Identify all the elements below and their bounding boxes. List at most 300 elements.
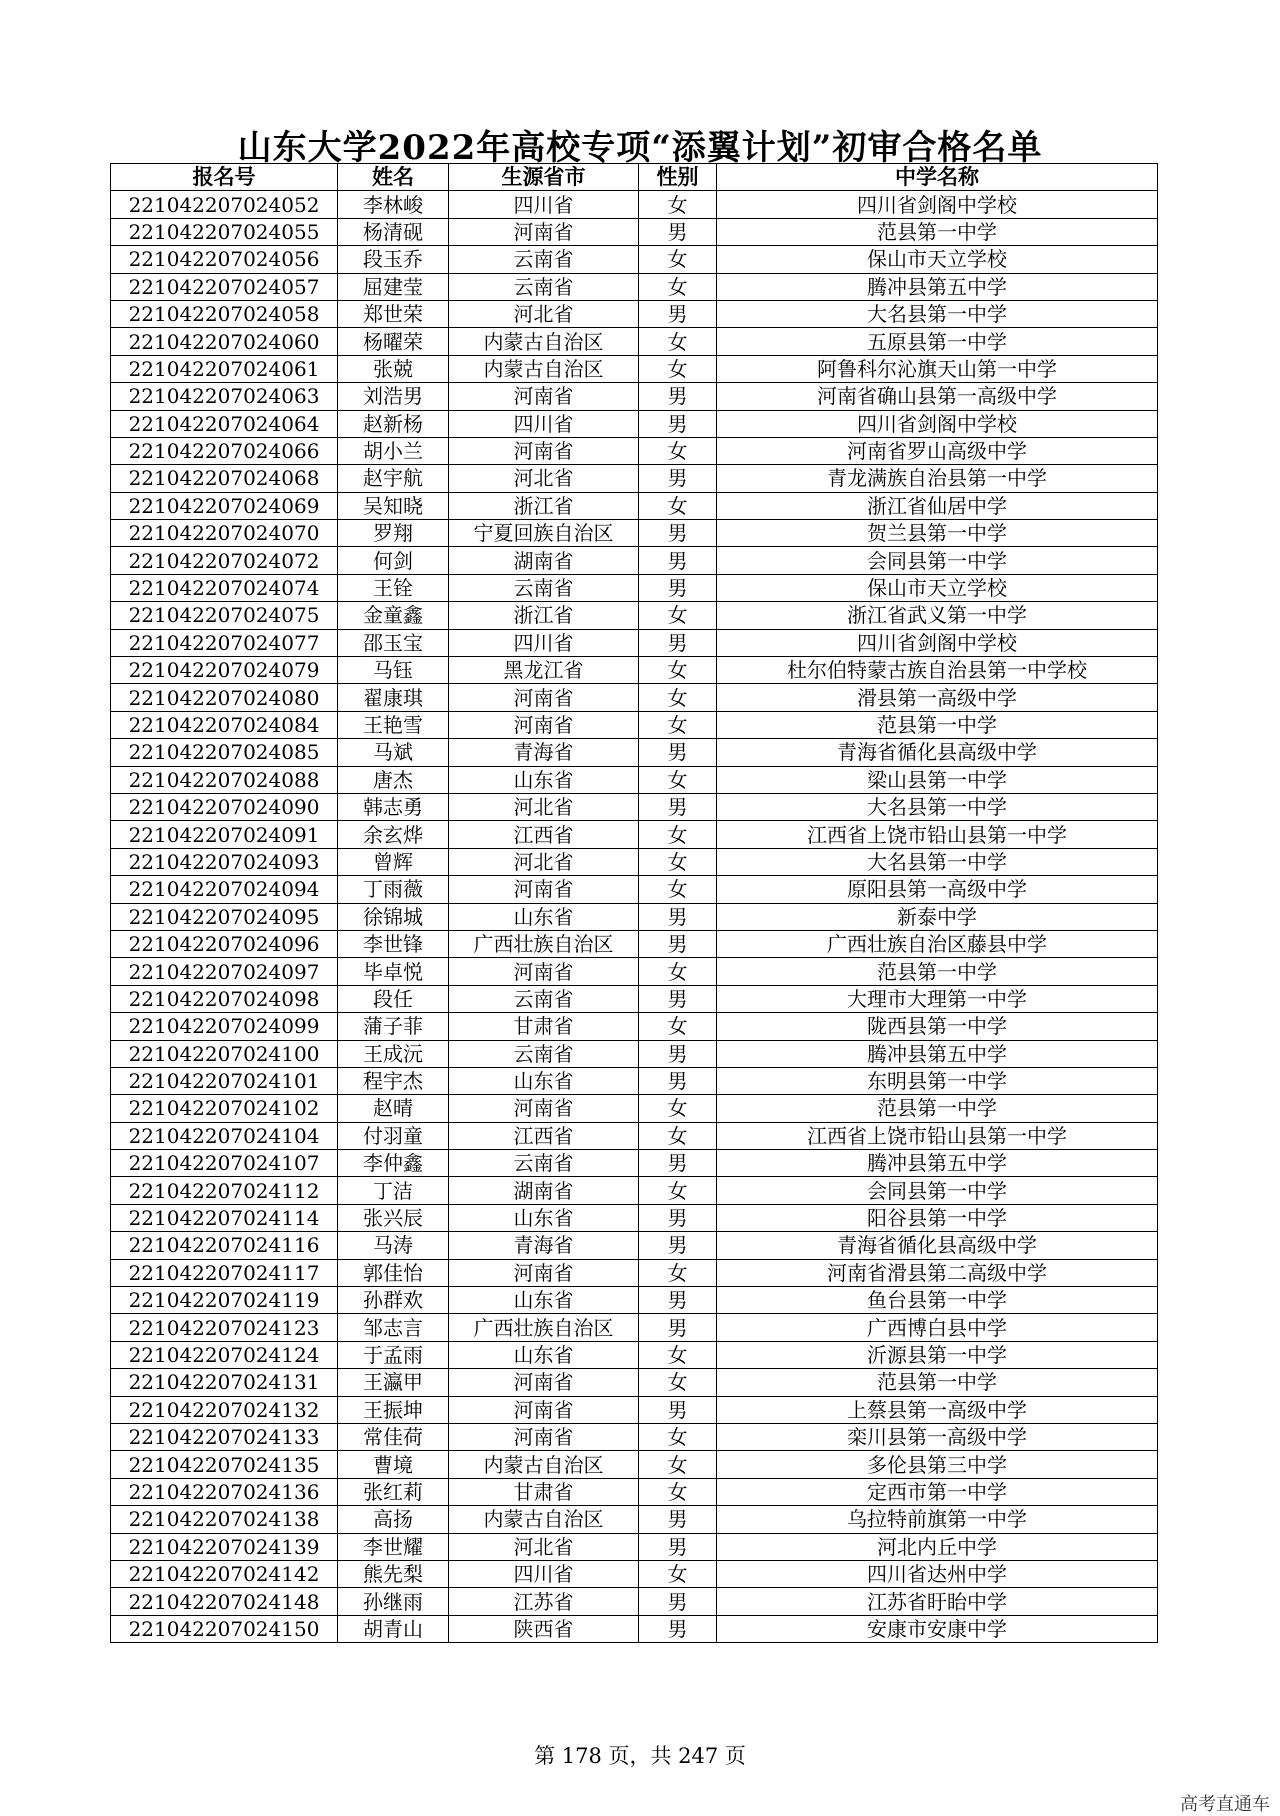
cell-province: 河南省 (449, 711, 639, 738)
cell-school: 大名县第一中学 (717, 300, 1158, 327)
cell-name: 段任 (338, 985, 449, 1012)
cell-name: 曾辉 (338, 848, 449, 875)
table-row (111, 246, 1158, 273)
cell-gender: 女 (639, 958, 717, 985)
cell-registration-number: 221042207024116 (111, 1232, 338, 1259)
cell-province: 云南省 (449, 574, 639, 601)
cell-registration-number: 221042207024066 (111, 437, 338, 464)
cell-name: 胡小兰 (338, 437, 449, 464)
cell-name: 马钰 (338, 657, 449, 684)
cell-registration-number: 221042207024063 (111, 383, 338, 410)
cell-school: 腾冲县第五中学 (717, 273, 1158, 300)
cell-province: 甘肃省 (449, 1478, 639, 1505)
cell-province: 山东省 (449, 766, 639, 793)
table-row (111, 437, 1158, 464)
cell-gender: 男 (639, 629, 717, 656)
cell-name: 李世耀 (338, 1533, 449, 1560)
table-row (111, 1259, 1158, 1286)
cell-gender: 女 (639, 1095, 717, 1122)
cell-province: 河北省 (449, 1533, 639, 1560)
cell-province: 云南省 (449, 246, 639, 273)
cell-name: 熊先梨 (338, 1560, 449, 1587)
table-row (111, 1451, 1158, 1478)
cell-gender: 女 (639, 191, 717, 218)
cell-school: 东明县第一中学 (717, 1067, 1158, 1094)
cell-gender: 女 (639, 684, 717, 711)
cell-name: 丁洁 (338, 1177, 449, 1204)
table-row (111, 711, 1158, 738)
cell-gender: 男 (639, 410, 717, 437)
cell-province: 内蒙古自治区 (449, 328, 639, 355)
cell-name: 丁雨薇 (338, 876, 449, 903)
cell-school: 保山市天立学校 (717, 246, 1158, 273)
cell-school: 四川省剑阁中学校 (717, 410, 1158, 437)
cell-gender: 女 (639, 1259, 717, 1286)
cell-province: 河南省 (449, 684, 639, 711)
cell-registration-number: 221042207024131 (111, 1369, 338, 1396)
cell-school: 沂源县第一中学 (717, 1341, 1158, 1368)
cell-name: 李仲鑫 (338, 1150, 449, 1177)
header-gender: 性别 (639, 164, 717, 191)
cell-registration-number: 221042207024074 (111, 574, 338, 601)
cell-school: 河北内丘中学 (717, 1533, 1158, 1560)
cell-name: 张红莉 (338, 1478, 449, 1505)
cell-name: 马涛 (338, 1232, 449, 1259)
table-row (111, 1615, 1158, 1642)
cell-name: 赵宇航 (338, 465, 449, 492)
cell-registration-number: 221042207024150 (111, 1615, 338, 1642)
cell-name: 程宇杰 (338, 1067, 449, 1094)
cell-province: 江西省 (449, 1122, 639, 1149)
cell-school: 浙江省仙居中学 (717, 492, 1158, 519)
cell-name: 毕卓悦 (338, 958, 449, 985)
cell-gender: 女 (639, 657, 717, 684)
table-row (111, 273, 1158, 300)
cell-school: 四川省剑阁中学校 (717, 629, 1158, 656)
cell-school: 陇西县第一中学 (717, 1013, 1158, 1040)
cell-name: 曹境 (338, 1451, 449, 1478)
cell-province: 湖南省 (449, 547, 639, 574)
cell-name: 罗翔 (338, 520, 449, 547)
cell-registration-number: 221042207024061 (111, 355, 338, 382)
cell-gender: 女 (639, 1341, 717, 1368)
cell-school: 乌拉特前旗第一中学 (717, 1506, 1158, 1533)
cell-gender: 女 (639, 711, 717, 738)
cell-gender: 男 (639, 547, 717, 574)
cell-gender: 男 (639, 1506, 717, 1533)
cell-registration-number: 221042207024138 (111, 1506, 338, 1533)
cell-registration-number: 221042207024060 (111, 328, 338, 355)
cell-school: 范县第一中学 (717, 711, 1158, 738)
roster-body (111, 191, 1158, 1643)
cell-name: 张兢 (338, 355, 449, 382)
cell-gender: 男 (639, 793, 717, 820)
table-row (111, 1533, 1158, 1560)
cell-province: 四川省 (449, 410, 639, 437)
cell-gender: 男 (639, 465, 717, 492)
cell-school: 大名县第一中学 (717, 793, 1158, 820)
cell-province: 四川省 (449, 629, 639, 656)
cell-name: 刘浩男 (338, 383, 449, 410)
cell-gender: 男 (639, 1040, 717, 1067)
cell-gender: 男 (639, 739, 717, 766)
table-row (111, 848, 1158, 875)
cell-name: 段玉乔 (338, 246, 449, 273)
cell-gender: 女 (639, 246, 717, 273)
cell-gender: 女 (639, 1177, 717, 1204)
cell-school: 安康市安康中学 (717, 1615, 1158, 1642)
cell-gender: 女 (639, 437, 717, 464)
cell-province: 山东省 (449, 1204, 639, 1231)
cell-name: 张兴辰 (338, 1204, 449, 1231)
cell-school: 青龙满族自治县第一中学 (717, 465, 1158, 492)
cell-school: 梁山县第一中学 (717, 766, 1158, 793)
cell-registration-number: 221042207024099 (111, 1013, 338, 1040)
cell-registration-number: 221042207024064 (111, 410, 338, 437)
table-row (111, 410, 1158, 437)
cell-gender: 男 (639, 1232, 717, 1259)
cell-school: 大名县第一中学 (717, 848, 1158, 875)
table-row (111, 930, 1158, 957)
cell-province: 河北省 (449, 465, 639, 492)
cell-gender: 女 (639, 876, 717, 903)
cell-gender: 女 (639, 821, 717, 848)
cell-registration-number: 221042207024133 (111, 1423, 338, 1450)
table-row (111, 1369, 1158, 1396)
table-row (111, 985, 1158, 1012)
cell-registration-number: 221042207024080 (111, 684, 338, 711)
cell-gender: 女 (639, 328, 717, 355)
cell-registration-number: 221042207024094 (111, 876, 338, 903)
cell-name: 于孟雨 (338, 1341, 449, 1368)
cell-registration-number: 221042207024088 (111, 766, 338, 793)
cell-name: 徐锦城 (338, 903, 449, 930)
cell-name: 邹志言 (338, 1314, 449, 1341)
table-row (111, 547, 1158, 574)
cell-province: 河南省 (449, 1423, 639, 1450)
cell-province: 河北省 (449, 300, 639, 327)
cell-province: 河北省 (449, 793, 639, 820)
cell-registration-number: 221042207024056 (111, 246, 338, 273)
cell-school: 河南省滑县第二高级中学 (717, 1259, 1158, 1286)
cell-gender: 女 (639, 273, 717, 300)
cell-name: 郑世荣 (338, 300, 449, 327)
cell-name: 王瀛甲 (338, 1369, 449, 1396)
cell-gender: 男 (639, 985, 717, 1012)
table-row (111, 520, 1158, 547)
table-row (111, 1588, 1158, 1615)
table-row (111, 1341, 1158, 1368)
cell-name: 李世锋 (338, 930, 449, 957)
cell-school: 范县第一中学 (717, 218, 1158, 245)
cell-name: 胡青山 (338, 1615, 449, 1642)
table-row (111, 218, 1158, 245)
table-row (111, 657, 1158, 684)
cell-province: 云南省 (449, 985, 639, 1012)
cell-school: 大理市大理第一中学 (717, 985, 1158, 1012)
table-row (111, 1287, 1158, 1314)
cell-province: 内蒙古自治区 (449, 1506, 639, 1533)
cell-school: 江西省上饶市铅山县第一中学 (717, 1122, 1158, 1149)
cell-school: 定西市第一中学 (717, 1478, 1158, 1505)
cell-province: 河南省 (449, 1369, 639, 1396)
table-row (111, 684, 1158, 711)
cell-school: 广西博白县中学 (717, 1314, 1158, 1341)
cell-name: 郭佳怡 (338, 1259, 449, 1286)
cell-school: 四川省剑阁中学校 (717, 191, 1158, 218)
cell-province: 云南省 (449, 273, 639, 300)
cell-registration-number: 221042207024070 (111, 520, 338, 547)
cell-registration-number: 221042207024095 (111, 903, 338, 930)
cell-gender: 男 (639, 1615, 717, 1642)
cell-gender: 女 (639, 492, 717, 519)
table-row (111, 821, 1158, 848)
cell-name: 韩志勇 (338, 793, 449, 820)
header-school: 中学名称 (717, 164, 1158, 191)
table-row (111, 629, 1158, 656)
cell-registration-number: 221042207024079 (111, 657, 338, 684)
cell-school: 腾冲县第五中学 (717, 1040, 1158, 1067)
cell-school: 阿鲁科尔沁旗天山第一中学 (717, 355, 1158, 382)
table-row (111, 739, 1158, 766)
cell-province: 河北省 (449, 848, 639, 875)
table-row (111, 355, 1158, 382)
cell-school: 范县第一中学 (717, 1095, 1158, 1122)
table-row (111, 1122, 1158, 1149)
cell-school: 江西省上饶市铅山县第一中学 (717, 821, 1158, 848)
cell-registration-number: 221042207024148 (111, 1588, 338, 1615)
cell-province: 山东省 (449, 1287, 639, 1314)
cell-gender: 男 (639, 1067, 717, 1094)
table-row (111, 1478, 1158, 1505)
cell-province: 河南省 (449, 437, 639, 464)
cell-gender: 男 (639, 300, 717, 327)
cell-province: 山东省 (449, 1341, 639, 1368)
cell-school: 五原县第一中学 (717, 328, 1158, 355)
cell-province: 河南省 (449, 876, 639, 903)
cell-registration-number: 221042207024084 (111, 711, 338, 738)
cell-province: 湖南省 (449, 1177, 639, 1204)
cell-registration-number: 221042207024055 (111, 218, 338, 245)
cell-school: 腾冲县第五中学 (717, 1150, 1158, 1177)
table-row (111, 574, 1158, 601)
cell-registration-number: 221042207024098 (111, 985, 338, 1012)
cell-gender: 女 (639, 1478, 717, 1505)
table-row (111, 793, 1158, 820)
cell-gender: 女 (639, 1423, 717, 1450)
cell-gender: 男 (639, 520, 717, 547)
cell-name: 吴知晓 (338, 492, 449, 519)
table-row (111, 876, 1158, 903)
cell-gender: 女 (639, 766, 717, 793)
cell-province: 浙江省 (449, 602, 639, 629)
header-name: 姓名 (338, 164, 449, 191)
cell-name: 赵新杨 (338, 410, 449, 437)
cell-province: 宁夏回族自治区 (449, 520, 639, 547)
table-row (111, 300, 1158, 327)
cell-province: 四川省 (449, 1560, 639, 1587)
cell-gender: 男 (639, 574, 717, 601)
cell-name: 杨清砚 (338, 218, 449, 245)
cell-name: 余玄烨 (338, 821, 449, 848)
cell-name: 高扬 (338, 1506, 449, 1533)
table-header-row (111, 164, 1158, 191)
table-row (111, 1314, 1158, 1341)
cell-school: 河南省确山县第一高级中学 (717, 383, 1158, 410)
cell-province: 广西壮族自治区 (449, 1314, 639, 1341)
cell-province: 江西省 (449, 821, 639, 848)
cell-school: 四川省达州中学 (717, 1560, 1158, 1587)
header-registration-number: 报名号 (111, 164, 338, 191)
table-row (111, 602, 1158, 629)
table-row (111, 1560, 1158, 1587)
cell-province: 云南省 (449, 1040, 639, 1067)
table-row (111, 492, 1158, 519)
cell-registration-number: 221042207024058 (111, 300, 338, 327)
page-footer: 第 178 页，共 247 页 (534, 1744, 746, 1768)
cell-gender: 女 (639, 1122, 717, 1149)
cell-name: 唐杰 (338, 766, 449, 793)
cell-province: 河南省 (449, 218, 639, 245)
cell-name: 孙继雨 (338, 1588, 449, 1615)
table-row (111, 1506, 1158, 1533)
cell-province: 陕西省 (449, 1615, 639, 1642)
cell-province: 青海省 (449, 1232, 639, 1259)
cell-name: 蒲子菲 (338, 1013, 449, 1040)
cell-school: 原阳县第一高级中学 (717, 876, 1158, 903)
cell-name: 屈建莹 (338, 273, 449, 300)
cell-name: 赵晴 (338, 1095, 449, 1122)
cell-registration-number: 221042207024117 (111, 1259, 338, 1286)
cell-registration-number: 221042207024124 (111, 1341, 338, 1368)
cell-province: 江苏省 (449, 1588, 639, 1615)
cell-name: 李林峻 (338, 191, 449, 218)
cell-registration-number: 221042207024090 (111, 793, 338, 820)
table-row (111, 903, 1158, 930)
cell-school: 阳谷县第一中学 (717, 1204, 1158, 1231)
cell-province: 广西壮族自治区 (449, 930, 639, 957)
cell-school: 保山市天立学校 (717, 574, 1158, 601)
cell-school: 江苏省盱眙中学 (717, 1588, 1158, 1615)
roster-table (110, 163, 1158, 1643)
cell-registration-number: 221042207024096 (111, 930, 338, 957)
table-row (111, 1396, 1158, 1423)
cell-province: 内蒙古自治区 (449, 1451, 639, 1478)
cell-school: 滑县第一高级中学 (717, 684, 1158, 711)
cell-province: 浙江省 (449, 492, 639, 519)
cell-school: 栾川县第一高级中学 (717, 1423, 1158, 1450)
cell-province: 甘肃省 (449, 1013, 639, 1040)
cell-school: 浙江省武义第一中学 (717, 602, 1158, 629)
cell-gender: 女 (639, 1013, 717, 1040)
cell-gender: 男 (639, 218, 717, 245)
cell-name: 孙群欢 (338, 1287, 449, 1314)
cell-name: 王振坤 (338, 1396, 449, 1423)
cell-registration-number: 221042207024057 (111, 273, 338, 300)
table-row (111, 1177, 1158, 1204)
cell-registration-number: 221042207024072 (111, 547, 338, 574)
cell-province: 黑龙江省 (449, 657, 639, 684)
table-row (111, 1040, 1158, 1067)
cell-gender: 男 (639, 1314, 717, 1341)
cell-province: 四川省 (449, 191, 639, 218)
cell-gender: 男 (639, 1204, 717, 1231)
table-row (111, 1423, 1158, 1450)
cell-school: 河南省罗山高级中学 (717, 437, 1158, 464)
table-row (111, 1095, 1158, 1122)
cell-province: 河南省 (449, 1259, 639, 1286)
header-province: 生源省市 (449, 164, 639, 191)
cell-gender: 男 (639, 1150, 717, 1177)
cell-gender: 女 (639, 848, 717, 875)
cell-gender: 男 (639, 1588, 717, 1615)
cell-registration-number: 221042207024097 (111, 958, 338, 985)
cell-school: 多伦县第三中学 (717, 1451, 1158, 1478)
cell-province: 河南省 (449, 1396, 639, 1423)
cell-school: 范县第一中学 (717, 958, 1158, 985)
cell-gender: 男 (639, 930, 717, 957)
cell-province: 青海省 (449, 739, 639, 766)
table-row (111, 191, 1158, 218)
cell-province: 内蒙古自治区 (449, 355, 639, 382)
cell-gender: 女 (639, 355, 717, 382)
cell-province: 河南省 (449, 958, 639, 985)
document-title: 山东大学2022年高校专项“添翼计划”初审合格名单 (237, 128, 1043, 168)
cell-school: 杜尔伯特蒙古族自治县第一中学校 (717, 657, 1158, 684)
table-row (111, 1013, 1158, 1040)
cell-name: 马斌 (338, 739, 449, 766)
cell-registration-number: 221042207024132 (111, 1396, 338, 1423)
cell-registration-number: 221042207024085 (111, 739, 338, 766)
cell-registration-number: 221042207024107 (111, 1150, 338, 1177)
table-row (111, 1067, 1158, 1094)
cell-gender: 女 (639, 602, 717, 629)
table-row (111, 766, 1158, 793)
cell-registration-number: 221042207024112 (111, 1177, 338, 1204)
cell-registration-number: 221042207024093 (111, 848, 338, 875)
cell-registration-number: 221042207024091 (111, 821, 338, 848)
cell-gender: 男 (639, 383, 717, 410)
cell-province: 山东省 (449, 1067, 639, 1094)
watermark: 高考直通车 (1180, 1794, 1270, 1815)
cell-registration-number: 221042207024102 (111, 1095, 338, 1122)
cell-registration-number: 221042207024100 (111, 1040, 338, 1067)
cell-registration-number: 221042207024114 (111, 1204, 338, 1231)
cell-name: 杨曜荣 (338, 328, 449, 355)
cell-registration-number: 221042207024077 (111, 629, 338, 656)
cell-school: 新泰中学 (717, 903, 1158, 930)
cell-school: 贺兰县第一中学 (717, 520, 1158, 547)
table-row (111, 958, 1158, 985)
cell-registration-number: 221042207024068 (111, 465, 338, 492)
cell-name: 王铨 (338, 574, 449, 601)
cell-school: 广西壮族自治区藤县中学 (717, 930, 1158, 957)
cell-gender: 男 (639, 1287, 717, 1314)
table-row (111, 1150, 1158, 1177)
cell-province: 河南省 (449, 383, 639, 410)
table-row (111, 1204, 1158, 1231)
cell-registration-number: 221042207024052 (111, 191, 338, 218)
cell-gender: 女 (639, 1451, 717, 1478)
cell-name: 邵玉宝 (338, 629, 449, 656)
cell-school: 会同县第一中学 (717, 547, 1158, 574)
table-row (111, 383, 1158, 410)
cell-registration-number: 221042207024119 (111, 1287, 338, 1314)
cell-name: 翟康琪 (338, 684, 449, 711)
cell-registration-number: 221042207024135 (111, 1451, 338, 1478)
cell-school: 青海省循化县高级中学 (717, 1232, 1158, 1259)
table-row (111, 328, 1158, 355)
